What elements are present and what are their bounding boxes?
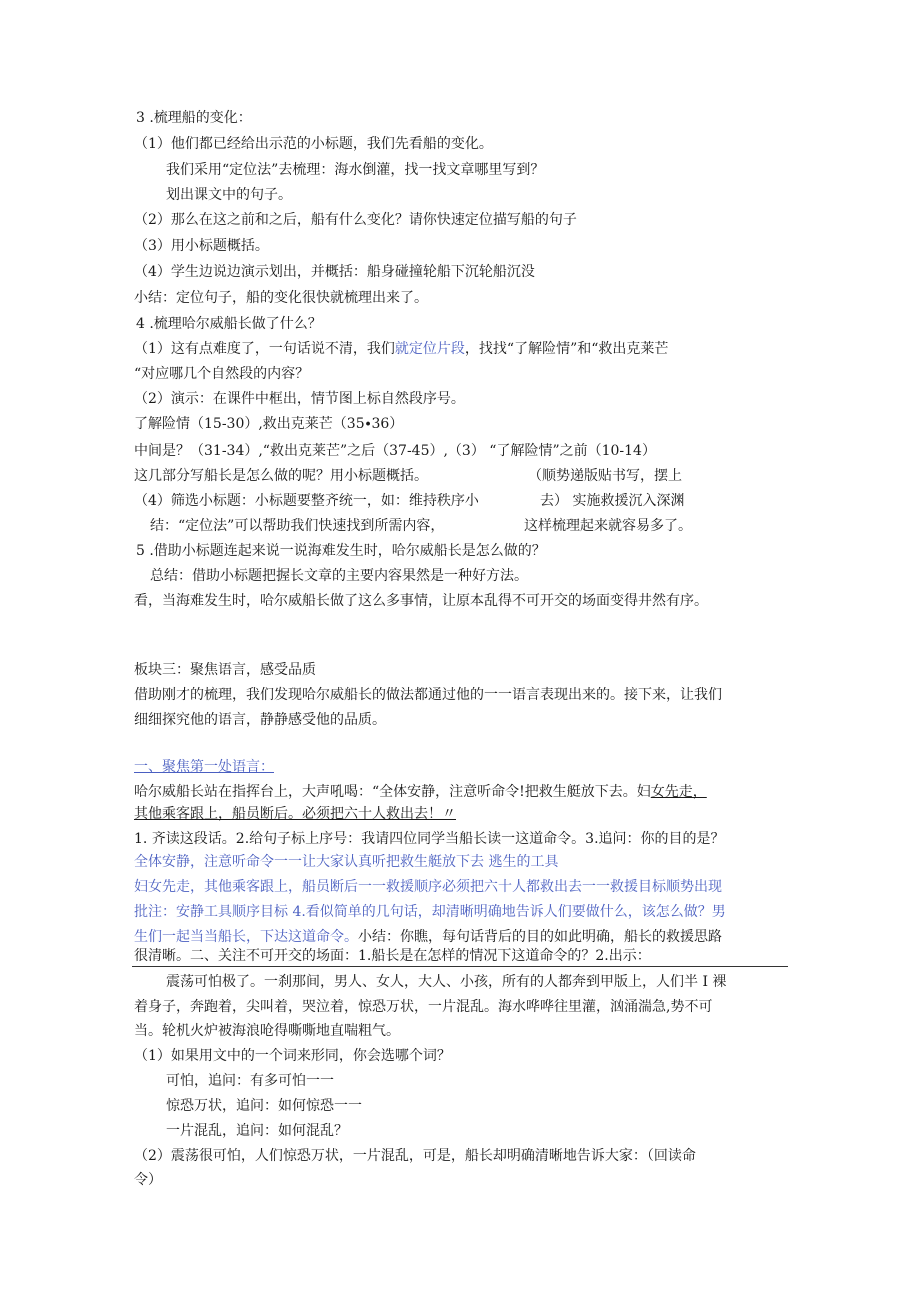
answer: 一片混乱，追问：如何混乱？ <box>166 1123 348 1139</box>
section-heading-4: 4 .梳理哈尔威船长做了什么？ <box>136 316 322 332</box>
section-heading-5: 5 .借助小标题连起来说一说海难发生时，哈尔威船长是怎么做的？ <box>136 543 546 559</box>
block-title: 板块三：聚焦语言，感受品质 <box>134 662 316 678</box>
paragraph: 中间是？（31-34）,“救出克莱芒”之后（37-45）,（3） “了解险情”之前（10-14） <box>134 443 656 459</box>
paragraph: （3）用小标题概括。 <box>134 238 269 254</box>
paragraph: 很清晰。二、关注不可开交的场面：1.船长是在怎样的情况下这道命令的？2.出示： <box>134 948 651 964</box>
question: 令） <box>134 1172 162 1188</box>
text-span: 小结：你瞧，每句话背后的目的如此明确，船长的救援思路 <box>358 929 722 945</box>
subsection-heading: 一、聚焦第一处语言： <box>134 759 274 775</box>
underlined-text: 女先走， <box>650 784 707 800</box>
summary: 小结：定位句子，船的变化很快就梳理出来了。 <box>134 290 428 306</box>
passage-line: 震荡可怕极了。一刹那间，男人、女人，大人、小孩，所有的人都奔到甲版上，人们半 I 裸 <box>166 974 727 990</box>
text-span: （1）这有点难度了，一句话说不清，我们 <box>134 341 395 357</box>
answer: 可怕，追问：有多可怕一一 <box>166 1073 334 1089</box>
paragraph: 1. 齐读这段话。2.给句子标上序号：我请四位同学当船长读一这道命令。3.追问：你的目的是？ <box>134 831 725 847</box>
paragraph: （2）那么在这之前和之后，船有什么变化？请你快速定位描写船的句子 <box>134 212 577 228</box>
paragraph: 划出课文中的句子。 <box>166 187 292 203</box>
paragraph: （2）演示：在课件中框出，情节图上标自然段序号。 <box>134 391 465 407</box>
quote-line: 其他乘客跟上，船员断后。必须把六十人救出去！〃 <box>134 806 456 822</box>
text-span: ，找找“了解险情”和“救出克莱芒 <box>464 341 669 357</box>
passage-line: 当。轮机火炉被海浪呛得嘶嘶地直喘粗气。 <box>134 1023 400 1039</box>
annotation-text: 生们一起当当船长，下达这道命令。 <box>134 929 358 945</box>
question: （2）震荡很可怕，人们惊恐万状，一片混乱，可是，船长却明确清晰地告诉大家：（回读命 <box>134 1148 696 1164</box>
quote-line <box>134 782 707 802</box>
passage-line: 着身子，奔跑着，尖叫着，哭泣着，惊恐万状，一片混乱。海水哗哗往里灌，汹涌湍急,势不可 <box>134 999 713 1015</box>
annotation-text: 批注：安静工具顺序目标 <box>134 904 293 920</box>
annotation <box>134 927 722 947</box>
annotation <box>134 902 726 922</box>
section-heading-3: 3 .梳理船的变化： <box>136 110 252 126</box>
paragraph: 结：“定位法”可以帮助我们快速找到所需内容， <box>150 518 445 534</box>
answer: 惊恐万状，追问：如何惊恐一一 <box>166 1098 362 1114</box>
paragraph: 这几部分写船长是怎么做的呢？用小标题概括。 <box>134 468 428 484</box>
paragraph: 看，当海难发生时，哈尔威船长做了这么多事情，让原本乱得不可开交的场面变得井然有序。 <box>134 593 708 609</box>
paragraph: 去） 实施救援沉入深渊 <box>540 493 685 509</box>
paragraph: 这样梳理起来就容易多了。 <box>524 518 692 534</box>
paragraph <box>134 339 668 359</box>
paragraph: 我们采用“定位法”去梳理：海水倒灌，找一找文章哪里写到？ <box>166 162 545 178</box>
paragraph: 借助刚才的梳理，我们发现哈尔威船长的做法都通过他的一一语言表现出来的。接下来，让我们 <box>134 687 722 703</box>
annotation: 全体安静，注意听命令一一让大家认真听把救生艇放下去 逃生的工具 <box>134 854 559 870</box>
text-span: 哈尔威船长站在指挥台上，大声吼喝：“全体安静，注意听命令!把救生艇放下去。妇 <box>134 784 651 800</box>
annotation-text: 4.看似简单的几句话，却清晰明确地告诉人们要做什么，该怎么做？男 <box>292 904 726 920</box>
paragraph: 了解险情（15-30）,救出克莱芒（35∙36） <box>134 416 404 432</box>
divider <box>132 966 788 967</box>
summary: 总结：借助小标题把握长文章的主要内容果然是一种好方法。 <box>150 568 528 584</box>
paragraph: 细细探究他的语言，静静感受他的品质。 <box>134 712 386 728</box>
highlight-text: 就定位片段 <box>394 341 465 357</box>
question: （1）如果用文中的一个词来形同，你会选哪个词？ <box>134 1048 451 1064</box>
paragraph: （1）他们都已经给出示范的小标题，我们先看船的变化。 <box>134 136 493 152</box>
paragraph: “对应哪几个自然段的内容？ <box>134 366 310 382</box>
paragraph: （4）筛选小标题：小标题要整齐统一，如：维持秩序小 <box>134 493 479 509</box>
paragraph: （顺势递版贴书写，摆上 <box>528 468 682 484</box>
annotation: 妇女先走，其他乘客跟上，船员断后一一救援顺序必须把六十人都救出去一一救援目标顺势出现 <box>134 879 722 895</box>
paragraph: （4）学生边说边演示划出，并概括：船身碰撞轮船下沉轮船沉没 <box>134 264 535 280</box>
